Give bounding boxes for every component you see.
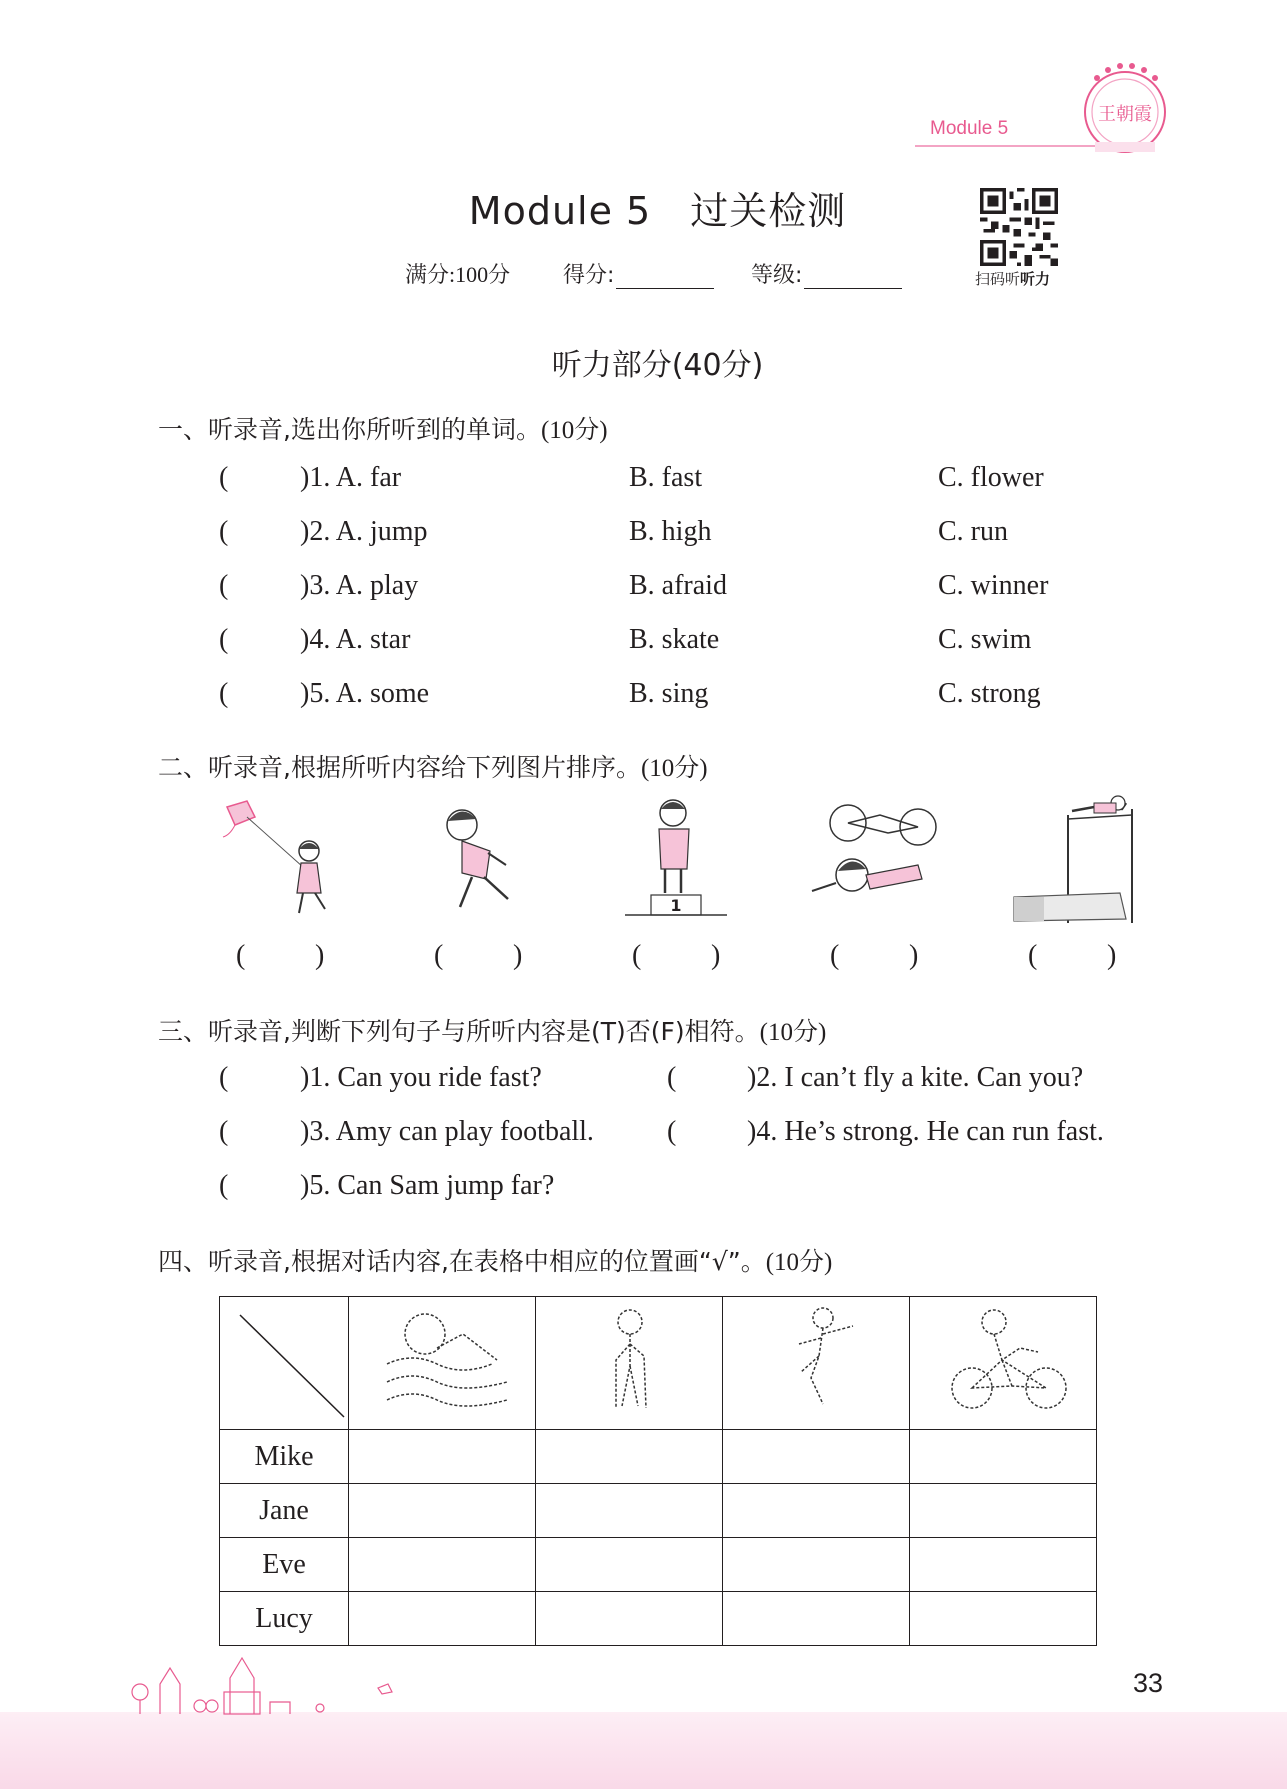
answer-paren[interactable]: ( bbox=[219, 1062, 229, 1093]
corner-cell bbox=[220, 1297, 349, 1430]
grade-field[interactable]: 等级: bbox=[751, 258, 902, 289]
swim-icon bbox=[367, 1304, 517, 1414]
answer-cell[interactable] bbox=[536, 1592, 723, 1646]
ski-icon bbox=[554, 1304, 704, 1414]
boy-running-picture bbox=[428, 795, 558, 935]
answer-cell[interactable] bbox=[536, 1430, 723, 1484]
answer-cell[interactable] bbox=[536, 1538, 723, 1592]
grade-blank[interactable] bbox=[804, 266, 902, 289]
activity-table bbox=[219, 1296, 1097, 1646]
answer-paren[interactable]: ( bbox=[667, 1062, 677, 1093]
question-option-a: )4. A. star bbox=[300, 624, 411, 655]
answer-cell[interactable] bbox=[536, 1484, 723, 1538]
qr-caption: 扫码听听力 bbox=[975, 270, 1051, 288]
winner-on-podium-picture bbox=[625, 795, 755, 935]
answer-paren[interactable]: ( bbox=[219, 1170, 229, 1201]
name-cell: Mike bbox=[220, 1430, 349, 1484]
answer-cell[interactable] bbox=[723, 1538, 910, 1592]
answer-paren[interactable]: ( bbox=[236, 940, 246, 971]
ski-header bbox=[536, 1297, 723, 1430]
girl-flying-kite-picture bbox=[215, 795, 345, 935]
answer-paren[interactable]: ( bbox=[219, 462, 229, 493]
answer-paren[interactable]: ( bbox=[830, 940, 840, 971]
question-option-c: C. flower bbox=[938, 462, 1044, 493]
statement: )3. Amy can play football. bbox=[300, 1116, 594, 1147]
answer-cell[interactable] bbox=[349, 1592, 536, 1646]
section1-heading: 一、听录音,选出你所听到的单词。(10分) bbox=[158, 415, 608, 444]
answer-cell[interactable] bbox=[910, 1430, 1097, 1484]
question-option-b: B. afraid bbox=[629, 570, 727, 601]
answer-cell[interactable] bbox=[910, 1592, 1097, 1646]
score-field[interactable]: 得分: bbox=[563, 258, 714, 289]
diagonal-line bbox=[220, 1297, 348, 1421]
answer-paren[interactable]: ( bbox=[219, 516, 229, 547]
answer-cell[interactable] bbox=[910, 1538, 1097, 1592]
answer-cell[interactable] bbox=[349, 1538, 536, 1592]
question-option-b: B. skate bbox=[629, 624, 720, 655]
header-divider bbox=[915, 145, 1095, 147]
dance-header bbox=[723, 1297, 910, 1430]
answer-paren-close: ) bbox=[513, 940, 523, 971]
section3-heading: 三、听录音,判断下列句子与所听内容是(T)否(F)相符。(10分) bbox=[158, 1017, 827, 1046]
answer-paren[interactable]: ( bbox=[667, 1116, 677, 1147]
answer-cell[interactable] bbox=[349, 1430, 536, 1484]
section4-heading: 四、听录音,根据对话内容,在表格中相应的位置画“√”。(10分) bbox=[158, 1247, 833, 1276]
section2-heading: 二、听录音,根据所听内容给下列图片排序。(10分) bbox=[158, 753, 708, 782]
answer-cell[interactable] bbox=[910, 1484, 1097, 1538]
answer-paren-close: ) bbox=[315, 940, 325, 971]
question-option-a: )1. A. far bbox=[300, 462, 402, 493]
answer-cell[interactable] bbox=[349, 1484, 536, 1538]
answer-paren[interactable]: ( bbox=[632, 940, 642, 971]
footer-band bbox=[0, 1712, 1287, 1789]
question-option-a: )5. A. some bbox=[300, 678, 430, 709]
question-option-b: B. high bbox=[629, 516, 712, 547]
svg-text:1: 1 bbox=[670, 896, 682, 915]
brand-logo bbox=[1075, 60, 1175, 156]
question-option-c: C. strong bbox=[938, 678, 1041, 709]
bike-icon bbox=[928, 1304, 1078, 1414]
statement: )5. Can Sam jump far? bbox=[300, 1170, 555, 1201]
ride-bike-header bbox=[910, 1297, 1097, 1430]
question-option-a: )3. A. play bbox=[300, 570, 419, 601]
full-score: 满分:100分 bbox=[405, 262, 511, 287]
answer-cell[interactable] bbox=[723, 1484, 910, 1538]
module-label: Module 5 bbox=[930, 118, 1009, 139]
answer-paren-close: ) bbox=[711, 940, 721, 971]
answer-paren[interactable]: ( bbox=[219, 1116, 229, 1147]
answer-paren-close: ) bbox=[909, 940, 919, 971]
answer-paren[interactable]: ( bbox=[219, 624, 229, 655]
answer-paren[interactable]: ( bbox=[434, 940, 444, 971]
part-title: 听力部分(40分) bbox=[551, 348, 764, 383]
statement: )4. He’s strong. He can run fast. bbox=[747, 1116, 1104, 1147]
answer-paren-close: ) bbox=[1107, 940, 1117, 971]
svg-text:王朝霞: 王朝霞 bbox=[1098, 104, 1152, 125]
statement: )1. Can you ride fast? bbox=[300, 1062, 542, 1093]
answer-paren[interactable]: ( bbox=[219, 570, 229, 601]
question-option-a: )2. A. jump bbox=[300, 516, 428, 547]
swim-header bbox=[349, 1297, 536, 1430]
answer-paren[interactable]: ( bbox=[1028, 940, 1038, 971]
score-blank[interactable] bbox=[616, 266, 714, 289]
boy-falling-off-bike-picture bbox=[810, 795, 940, 935]
page-title: Module 5 过关检测 bbox=[468, 189, 847, 233]
qr-code-icon[interactable] bbox=[980, 188, 1058, 266]
dance-icon bbox=[741, 1304, 891, 1414]
answer-paren[interactable]: ( bbox=[219, 678, 229, 709]
name-cell: Eve bbox=[220, 1538, 349, 1592]
name-cell: Jane bbox=[220, 1484, 349, 1538]
question-option-b: B. fast bbox=[629, 462, 703, 493]
question-option-c: C. winner bbox=[938, 570, 1049, 601]
name-cell: Lucy bbox=[220, 1592, 349, 1646]
question-option-c: C. swim bbox=[938, 624, 1032, 655]
answer-cell[interactable] bbox=[723, 1430, 910, 1484]
footer-decoration-icon bbox=[120, 1648, 400, 1718]
question-option-c: C. run bbox=[938, 516, 1008, 547]
answer-cell[interactable] bbox=[723, 1592, 910, 1646]
high-jump-picture bbox=[1010, 795, 1140, 935]
statement: )2. I can’t fly a kite. Can you? bbox=[747, 1062, 1084, 1093]
page-number: 33 bbox=[1133, 1668, 1164, 1698]
question-option-b: B. sing bbox=[629, 678, 709, 709]
